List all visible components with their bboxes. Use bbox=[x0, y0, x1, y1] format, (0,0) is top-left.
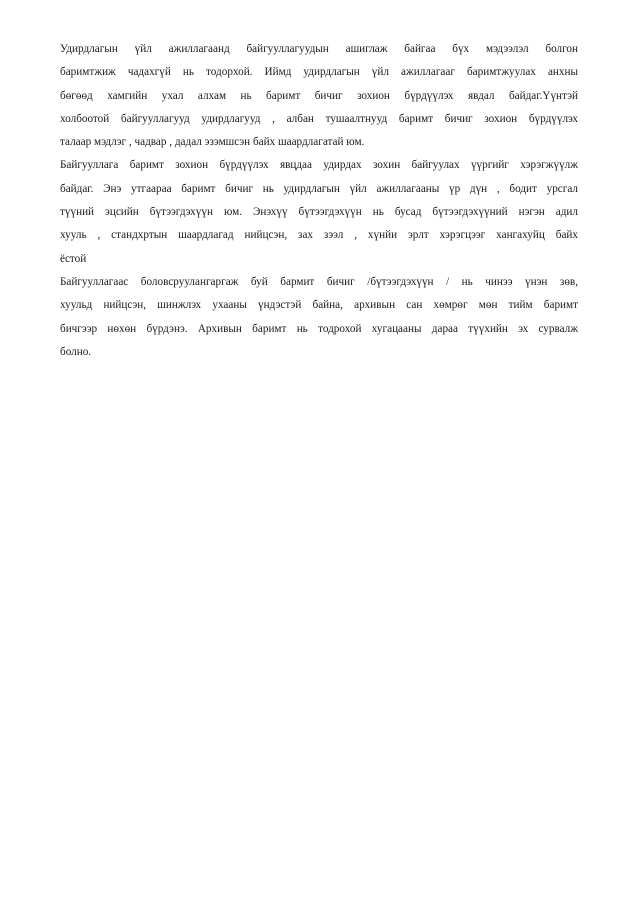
text-line: хууль , стандхртын шаардлагад нийцсэн, зах зээл , хүнйи эрлт хэрэгцээг хангахуйц байх bbox=[60, 229, 578, 242]
text-line: болно. bbox=[60, 345, 92, 358]
text-line: Удирдлагын үйл ажиллагаанд байгууллагуудын ашиглаж байгаа бүх мэдээлэл болгон bbox=[60, 43, 578, 55]
text-line: Байгууллагаас боловсруулангаргаж буй бармит бичиг /бүтээгдэхүүн / нь чинээ үнэн зөв, bbox=[60, 275, 578, 288]
paragraph-1 bbox=[60, 38, 578, 154]
paragraph-3 bbox=[60, 271, 578, 364]
text-line: талаар мэдлэг , чадвар , дадал эзэмшсэн байх шаардлагатай юм. bbox=[60, 136, 365, 149]
text-line: ёстой bbox=[60, 252, 87, 265]
text-line: баримтжиж чадахгүй нь тодорхой. Иймд удирдлагын үйл ажиллагааг баримтжуулах анхны bbox=[60, 66, 578, 79]
paragraph-2 bbox=[60, 154, 578, 270]
document-body bbox=[60, 38, 578, 364]
text-line: байдаг. Энэ утгаараа баримт бичиг нь удирдлагын үйл ажиллагааны үр дүн , бодит урсгал bbox=[60, 182, 578, 195]
text-line: Байгууллага баримт зохион бүрдүүлэх явцдаа удирдах зохин байгуулах үүргийг хэрэгжүүлж bbox=[60, 159, 578, 172]
text-line: холбоотой байгууллагууд удирдлагууд , албан тушаалтнууд баримт бичиг зохион бүрдүүлэх bbox=[60, 112, 578, 125]
text-line: хуульд нийцсэн, шинжлэх ухааны үндэстэй байна, архивын сан хөмрөг мөн тийм баримт bbox=[60, 299, 578, 312]
text-line: бөгөөд хамгийн ухал алхам нь баримт бичиг зохион бүрдүүлэх явдал байдаг.Үүнтэй bbox=[60, 89, 578, 102]
text-line: түүний эцсийн бүтээгдэхүүн юм. Энэхүү бүтээгдэхүүн нь бусад бүтээгдэхүүний нэгэн адил bbox=[60, 206, 578, 219]
text-line: бичгээр нөхөн бүрдэнэ. Архивын баримт нь тодрохой хугацааны дараа түүхийн эх сурвалж bbox=[60, 322, 578, 335]
